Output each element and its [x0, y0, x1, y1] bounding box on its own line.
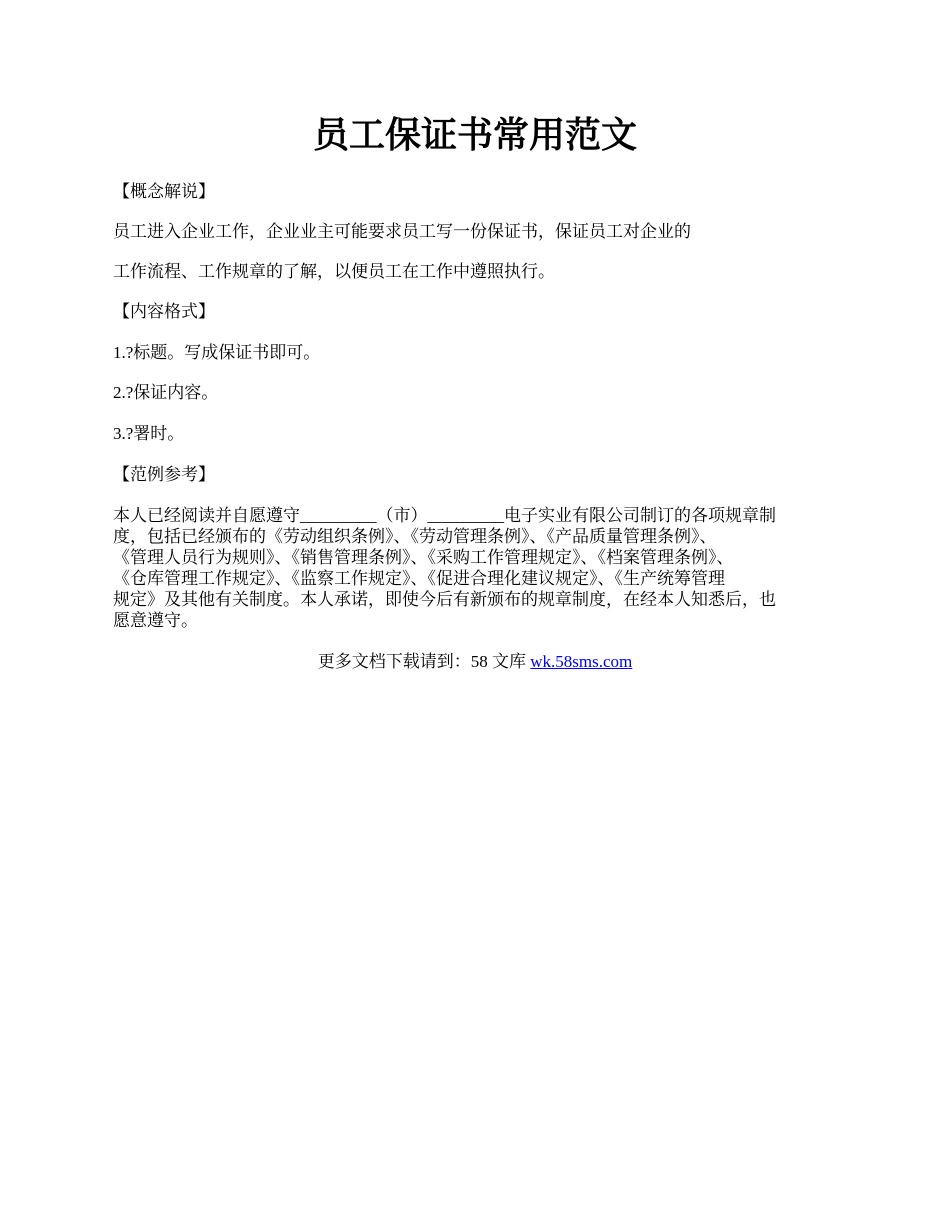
- footer-link[interactable]: wk.58sms.com: [530, 652, 633, 671]
- example-line: 《管理人员行为规则》、《销售管理条例》、《采购工作管理规定》、《档案管理条例》、: [113, 548, 734, 567]
- document-title: 员工保证书常用范文: [312, 115, 637, 155]
- format-heading: 【内容格式】: [113, 302, 215, 321]
- footer-text: 更多文档下载请到：58 文库: [317, 652, 531, 671]
- example-paragraph: [113, 505, 853, 631]
- format-item-content: 2.?保证内容。: [113, 383, 219, 402]
- concept-heading: 【概念解说】: [113, 182, 215, 201]
- example-heading: 【范例参考】: [113, 465, 215, 484]
- example-line: 规定》及其他有关制度。本人承诺，即使今后有新颁布的规章制度，在经本人知悉后，也: [113, 590, 776, 609]
- format-item-signature: 3.?署时。: [113, 424, 185, 443]
- format-item-title: 1.?标题。写成保证书即可。: [113, 343, 321, 362]
- example-line: 本人已经阅读并自愿遵守_________（市）_________电子实业有限公司制订的各项规章制: [113, 506, 776, 525]
- example-line: 度，包括已经颁布的《劳动组织条例》、《劳动管理条例》、《产品质量管理条例》、: [113, 527, 717, 546]
- example-line: 愿意遵守。: [113, 611, 198, 630]
- example-line: 《仓库管理工作规定》、《监察工作规定》、《促进合理化建议规定》、《生产统筹管理: [113, 569, 725, 588]
- download-footer: [0, 651, 950, 673]
- concept-text-line-1: 员工进入企业工作，企业业主可能要求员工写一份保证书，保证员工对企业的: [113, 222, 691, 241]
- concept-text-line-2: 工作流程、工作规章的了解，以便员工在工作中遵照执行。: [113, 262, 555, 281]
